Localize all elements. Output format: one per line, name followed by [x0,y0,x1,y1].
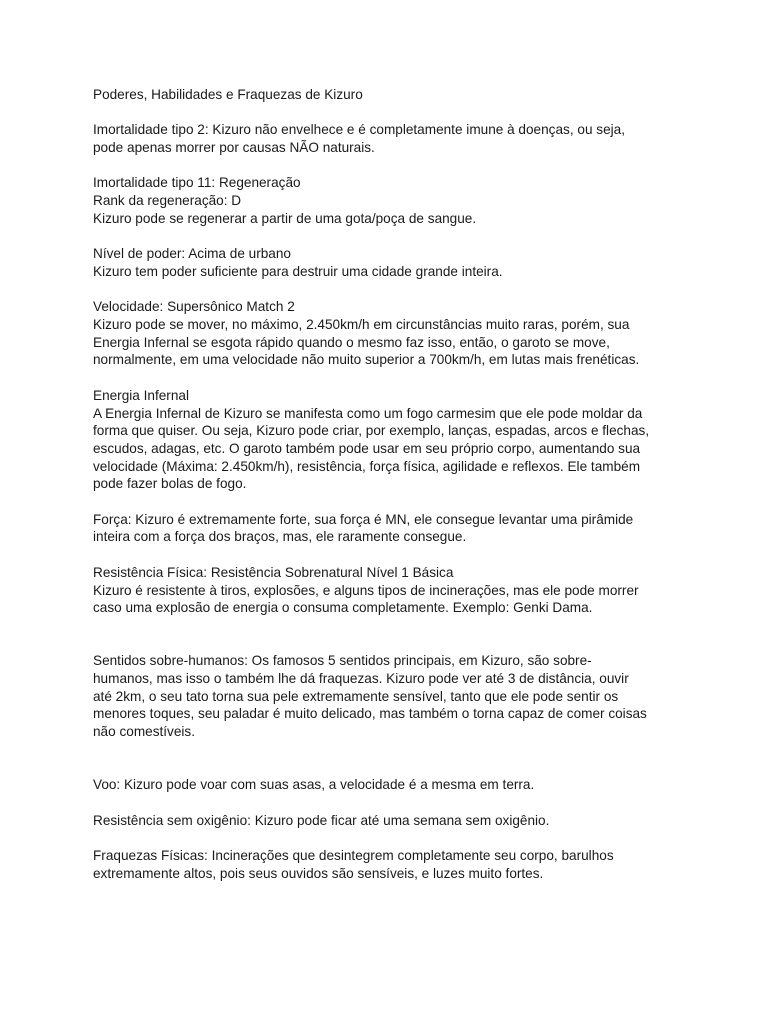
text-line: Imortalidade tipo 2: Kizuro não envelhece e é completamente imune à doenças, ou seja, [93,122,625,138]
text-line: Rank da regeneração: D [93,193,242,209]
text-line: Kizuro pode se regenerar a partir de uma gota/poça de sangue. [93,210,477,226]
title-line: Poderes, Habilidades e Fraquezas de Kizuro [93,87,363,102]
text-line: forma que quiser. Ou seja, Kizuro pode criar, por exemplo, lanças, espadas, arcos e flechas, [93,423,650,439]
text-line: caso uma explosão de energia o consuma completamente. Exemplo: Genki Dama. [93,600,593,616]
text-line: Sentidos sobre-humanos: Os famosos 5 sentidos principais, em Kizuro, são sobre- [93,653,592,669]
paragraph-resistencia-oxigenio [93,812,693,830]
paragraph-imortalidade-2 [93,121,693,156]
paragraph-nivel-de-poder [93,245,693,280]
document-title [93,86,693,104]
text-line: Imortalidade tipo 11: Regeneração [93,175,301,191]
paragraph-fraquezas [93,847,693,882]
paragraph-spacer [93,546,693,564]
paragraph-regeneracao [93,174,693,227]
text-line: até 2km, o seu tato torna sua pele extremamente sensível, tanto que ele pode sentir os [93,688,619,704]
text-line: humanos, mas isso o também lhe dá fraquezas. Kizuro pode ver até 3 de distância, ouvir [93,671,629,687]
text-line: não comestíveis. [93,724,195,740]
paragraph-voo [93,776,693,794]
paragraph-spacer [93,228,693,246]
paragraph-spacer [93,281,693,299]
paragraph-velocidade [93,298,693,369]
text-line: A Energia Infernal de Kizuro se manifesta como um fogo carmesim que ele pode moldar da [93,405,643,421]
paragraph-spacer [93,617,693,652]
text-line: velocidade (Máxima: 2.450km/h), resistência, força física, agilidade e reflexos. Ele também [93,458,641,474]
text-line: escudos, adagas, etc. O garoto também pode usar em seu próprio corpo, aumentando sua [93,440,641,456]
text-line: Velocidade: Supersônico Match 2 [93,299,295,315]
text-line: Energia Infernal se esgota rápido quando o mesmo faz isso, então, o garoto se move, [93,334,610,350]
text-line: Fraquezas Físicas: Incinerações que desintegrem completamente seu corpo, barulhos [93,848,614,864]
paragraph-spacer [93,104,693,122]
text-line: Energia Infernal [93,387,189,403]
text-line: inteira com a força dos braços, mas, ele raramente consegue. [93,529,467,545]
text-line: Kizuro tem poder suficiente para destruir uma cidade grande inteira. [93,263,503,279]
paragraph-spacer [93,369,693,387]
text-line: Força: Kizuro é extremamente forte, sua força é MN, ele consegue levantar uma pirâmide [93,511,634,527]
paragraph-spacer [93,829,693,847]
text-line: Nível de poder: Acima de urbano [93,246,291,262]
text-line: menores toques, seu paladar é muito delicado, mas também o torna capaz de comer coisas [93,706,647,722]
paragraph-sentidos [93,652,693,741]
paragraph-resistencia-fisica [93,564,693,617]
text-line: normalmente, em uma velocidade não muito superior a 700km/h, em lutas mais frenéticas. [93,352,640,368]
text-line: Kizuro pode se mover, no máximo, 2.450km/h em circunstâncias muito raras, porém, sua [93,317,630,333]
text-line: pode apenas morrer por causas NÃO naturais. [93,140,375,156]
text-line: Kizuro é resistente à tiros, explosões, e alguns tipos de incinerações, mas ele pode morrer [93,582,639,598]
text-line: Resistência Física: Resistência Sobrenatural Nível 1 Básica [93,564,454,580]
text-line: extremamente altos, pois seus ouvidos são sensíveis, e luzes muito fortes. [93,865,544,881]
paragraph-energia-infernal [93,387,693,493]
text-line: Resistência sem oxigênio: Kizuro pode ficar até uma semana sem oxigênio. [93,812,550,828]
paragraph-forca [93,511,693,546]
text-line: pode fazer bolas de fogo. [93,476,247,492]
paragraph-spacer [93,794,693,812]
paragraph-spacer [93,493,693,511]
document-page [93,86,693,882]
paragraph-spacer [93,741,693,776]
text-line: Voo: Kizuro pode voar com suas asas, a velocidade é a mesma em terra. [93,777,535,793]
paragraph-spacer [93,157,693,175]
